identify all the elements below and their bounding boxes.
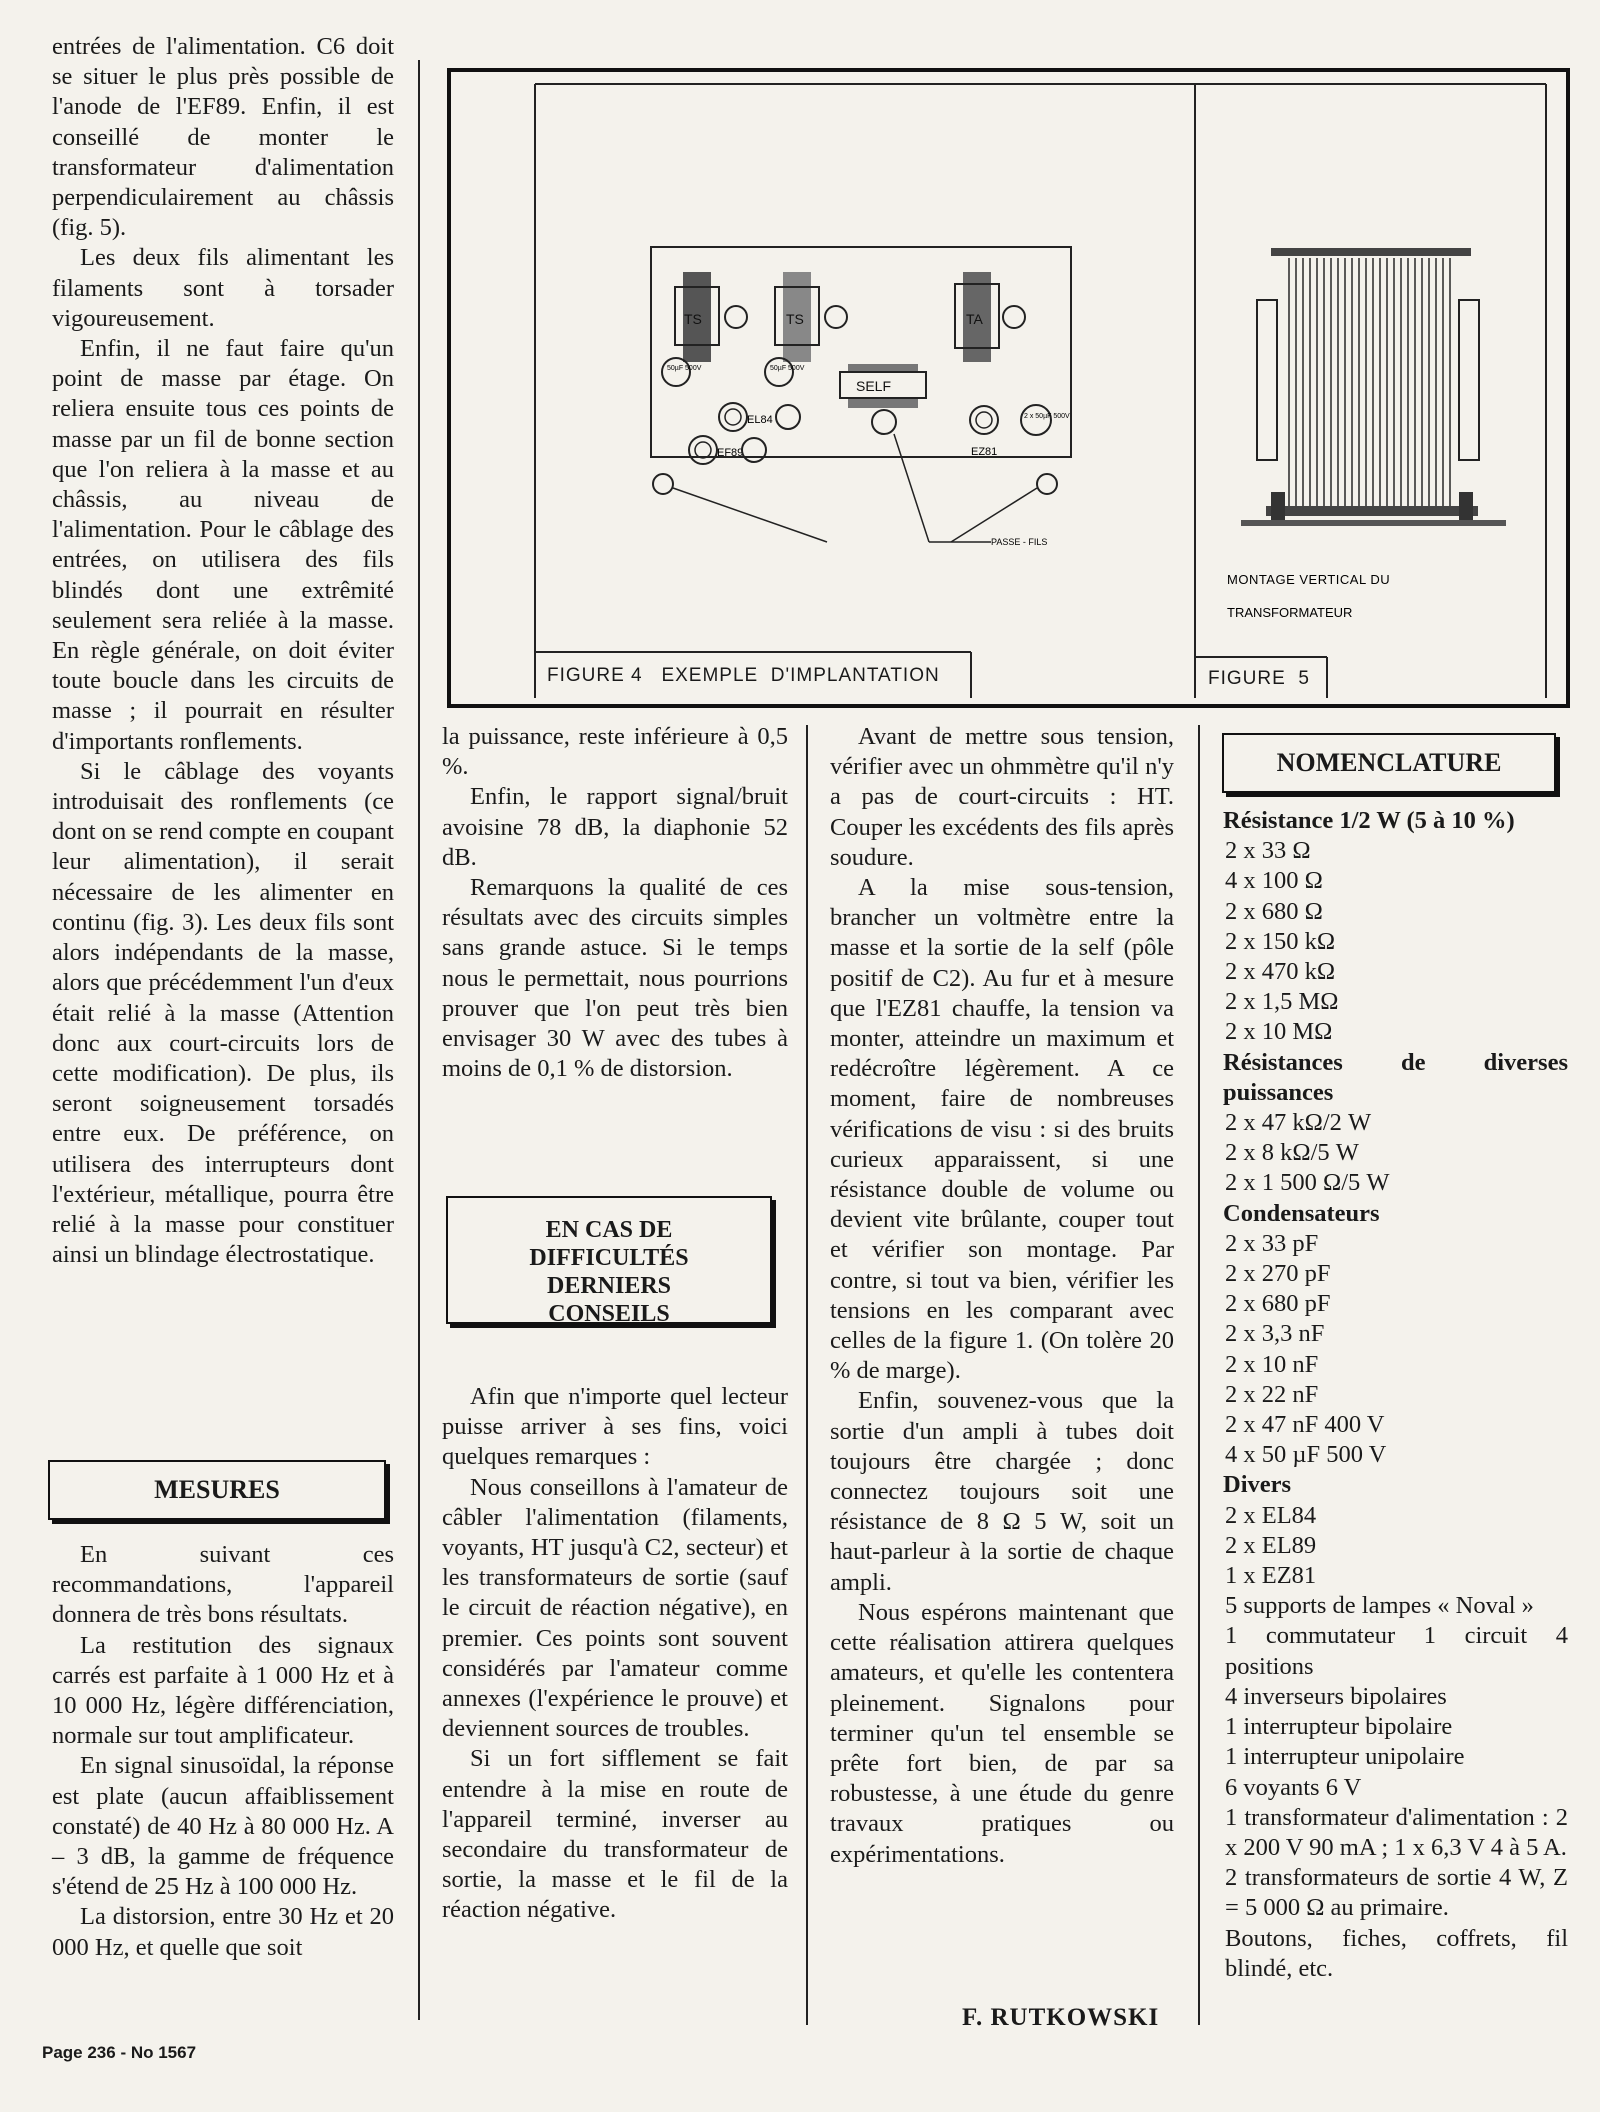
passe-fils-label: PASSE - FILS bbox=[991, 537, 1048, 547]
ts1-label: TS bbox=[684, 311, 702, 327]
paragraph: En signal sinusoïdal, la réponse est plate (aucun affaiblissement constaté) de 40 Hz à 80 000 Hz. A – 3 dB, la gamme de fréquence s'étend de 25 Hz à 100 000 Hz. bbox=[52, 1752, 394, 1901]
list-item: 2 x EL84 bbox=[1225, 1501, 1317, 1529]
nomenclature-title: NOMENCLATURE bbox=[1276, 748, 1502, 777]
mesures-title: MESURES bbox=[154, 1475, 280, 1504]
list-item: 2 x EL89 bbox=[1225, 1531, 1317, 1559]
section-heading: Condensateurs bbox=[1223, 1199, 1380, 1227]
figures-svg bbox=[451, 72, 1566, 704]
column-1 bbox=[52, 32, 394, 1270]
list-item: 2 x 150 kΩ bbox=[1225, 927, 1336, 955]
list-item: 2 x 47 kΩ/2 W bbox=[1225, 1109, 1372, 1137]
el84-label: EL84 bbox=[747, 414, 773, 426]
figure-5-drawing bbox=[1195, 248, 1506, 698]
list-item: 1 interrupteur bipolaire bbox=[1225, 1713, 1453, 1741]
list-item: 6 voyants 6 V bbox=[1225, 1773, 1362, 1801]
page-footer: Page 236 - No 1567 bbox=[42, 2043, 197, 2062]
figure-5-text1: MONTAGE VERTICAL DU bbox=[1227, 572, 1391, 587]
list-item: 2 x 47 nF 400 V bbox=[1225, 1411, 1385, 1439]
cap3-label: 2 x 50µF 500V bbox=[1024, 413, 1070, 420]
list-item: 4 x 50 µF 500 V bbox=[1225, 1441, 1387, 1469]
list-item: 4 inverseurs bipolaires bbox=[1225, 1682, 1447, 1710]
column-rule bbox=[418, 60, 420, 2020]
paragraph: A la mise sous-tension, brancher un voltmètre entre la masse et la sortie de la self (pôle positif de C2). Au fur et à mesure que l'EZ81 chauffe, la tension va monter, atteindre un maximum et redécroître légèrement. A ce moment, faire de nombreuses vérifications de visu : si des bruits curieux apparaissent, si une résistance double de volume ou devient vite brûlante, couper tout et vérifier son montage. Par contre, si tout va bien, vérifier les tensions en les comparant avec celles de la figure 1. (On tolère 20 % de marge). bbox=[830, 874, 1174, 1385]
figure-4-drawing bbox=[535, 247, 1071, 698]
paragraph: Les deux fils alimentant les filaments sont à torsader vigoureusement. bbox=[52, 244, 394, 332]
list-item: 1 x EZ81 bbox=[1225, 1562, 1317, 1590]
list-item: 5 supports de lampes « Noval » bbox=[1225, 1592, 1534, 1620]
list-item: 1 transformateur d'alimentation : 2 x 200 V 90 mA ; 1 x 6,3 V 4 à 5 A. bbox=[1225, 1803, 1568, 1861]
figure-4-caption: FIGURE 4 EXEMPLE D'IMPLANTATION bbox=[547, 665, 940, 686]
figure-frame bbox=[447, 68, 1570, 708]
figure-5-text2: TRANSFORMATEUR bbox=[1227, 605, 1353, 620]
list-item: 2 x 8 kΩ/5 W bbox=[1225, 1139, 1359, 1167]
author-signature: F. RUTKOWSKI bbox=[962, 2004, 1160, 2031]
list-item: 2 x 22 nF bbox=[1225, 1380, 1319, 1408]
paragraph: Nous espérons maintenant que cette réalisation attirera quelques amateurs, et qu'elle les contentera pleinement. Signalons pour terminer qu'un tel ensemble se prête fort bien, de par sa robustesse, à une étude du genre travaux pratiques ou expérimentations. bbox=[830, 1598, 1174, 1868]
paragraph: Avant de mettre sous tension, vérifier avec un ohmmètre qu'il n'y a pas de court-circuits : HT. Couper les excédents des fils après soudure. bbox=[830, 723, 1174, 871]
paragraph: Si le câblage des voyants introduisait des ronflements (ce dont on se rend compte en coupant leur alimentation), il serait nécessaire de les alimenter en continu (fig. 3). Les deux fils sont alors indépendants de la masse, alors que précédemment l'un d'eux était relié à la masse (Attention donc aux court-circuits lors de cette modification). De plus, ils seront soigneusement torsadés entre eux. De préférence, on utilisera des interrupteurs dont l'extérieur, métallique, pourra être relié à la masse pour constituer ainsi un blindage électrostatique. bbox=[52, 757, 394, 1269]
list-item: 2 x 1,5 MΩ bbox=[1225, 988, 1339, 1016]
column-rule bbox=[806, 725, 808, 2025]
paragraph: entrées de l'alimentation. C6 doit se situer le plus près possible de l'anode de l'EF89. Enfin, il est conseillé de monter le transformateur d'alimentation perpendiculairement au châssis (fig. 5). bbox=[52, 33, 394, 242]
list-item: 2 x 10 MΩ bbox=[1225, 1018, 1333, 1046]
section-heading: Divers bbox=[1223, 1471, 1292, 1499]
paragraph: Nous conseillons à l'amateur de câbler l'alimentation (filaments, voyants, HT jusqu'à C2, secteur) et les transformateurs de sortie (sauf le circuit de réaction négative), en premier. Ces points sont souvent considérés par l'amateur comme annexes (l'expérience le prouve) et deviennent sources de troubles. bbox=[442, 1473, 788, 1743]
list-item: 1 commutateur 1 circuit 4 positions bbox=[1225, 1622, 1568, 1680]
section-heading: Résistance 1/2 W (5 à 10 %) bbox=[1223, 807, 1515, 834]
paragraph: La restitution des signaux carrés est parfaite à 1 000 Hz et à 10 000 Hz, légère différenciation, normale sur tout amplificateur. bbox=[52, 1631, 394, 1750]
nomenclature-heading bbox=[1222, 733, 1556, 793]
paragraph: Enfin, le rapport signal/bruit avoisine 78 dB, la diaphonie 52 dB. bbox=[442, 783, 788, 871]
list-item: 4 x 100 Ω bbox=[1225, 867, 1323, 895]
section-heading: Résistances de diverses puissances bbox=[1223, 1048, 1568, 1106]
list-item: 2 transformateurs de sortie 4 W, Z = 5 000 Ω au primaire. bbox=[1225, 1864, 1568, 1922]
list-item: 2 x 270 pF bbox=[1225, 1260, 1331, 1288]
list-item: 1 interrupteur unipolaire bbox=[1225, 1743, 1465, 1771]
paragraph: Si un fort sifflement se fait entendre à la mise en route de l'appareil terminé, inverser au secondaire du transformateur de sortie, la masse et le fil de la réaction négative. bbox=[442, 1745, 788, 1924]
paragraph: Enfin, il ne faut faire qu'un point de masse par étage. On reliera ensuite tous ces points de masse par un fil de bonne section que l'on reliera à la masse et au châssis, au niveau de l'alimentation. Pour le câblage des entrées, on utilisera des fils blindés dont une extrêmité seulement sera reliée à la masse. En règle générale, on doit éviter toute boucle dans les circuits de masse ; il pourrait en résulter d'importants ronflements. bbox=[52, 335, 394, 755]
cap2-label: 50µF 500V bbox=[770, 365, 805, 372]
cap1-label: 50µF 500V bbox=[667, 365, 702, 372]
list-item: 2 x 470 kΩ bbox=[1225, 958, 1336, 986]
paragraph: Afin que n'importe quel lecteur puisse arriver à ses fins, voici quelques remarques : bbox=[442, 1383, 788, 1471]
column-2 bbox=[442, 722, 788, 1084]
nomenclature-list bbox=[1223, 806, 1568, 1984]
ta-label: TA bbox=[966, 311, 983, 327]
ts2-label: TS bbox=[786, 311, 804, 327]
column-2-advice bbox=[442, 1382, 788, 1926]
mesures-heading bbox=[48, 1460, 386, 1520]
self-label: SELF bbox=[856, 378, 892, 394]
ez81-label: EZ81 bbox=[971, 446, 998, 458]
paragraph: La distorsion, entre 30 Hz et 20 000 Hz, et quelle que soit bbox=[52, 1903, 394, 1961]
list-item: 2 x 1 500 Ω/5 W bbox=[1225, 1169, 1390, 1197]
column-rule bbox=[1198, 725, 1200, 2025]
list-item: 2 x 680 Ω bbox=[1225, 897, 1323, 925]
list-item: 2 x 33 pF bbox=[1225, 1229, 1319, 1257]
column-1-mesures bbox=[52, 1540, 394, 1963]
paragraph: En suivant ces recommandations, l'appareil donnera de très bons résultats. bbox=[52, 1541, 394, 1629]
figure-5-caption: FIGURE 5 bbox=[1208, 668, 1310, 689]
column-3 bbox=[830, 722, 1174, 1870]
list-item: Boutons, fiches, coffrets, fil blindé, etc. bbox=[1225, 1924, 1568, 1982]
ef89-label: EF89 bbox=[717, 447, 744, 459]
paragraph: Enfin, souvenez-vous que la sortie d'un ampli à tubes doit toujours être chargée ; donc connectez toujours soit une résistance de 8 Ω 5 W, soit un haut-parleur à la sortie de chaque ampli. bbox=[830, 1387, 1174, 1596]
list-item: 2 x 10 nF bbox=[1225, 1350, 1319, 1378]
difficultes-heading bbox=[446, 1196, 772, 1327]
difficultes-title: EN CAS DE DIFFICULTÉS DERNIERS CONSEILS bbox=[529, 1217, 689, 1327]
paragraph: la puissance, reste inférieure à 0,5 %. bbox=[442, 723, 788, 781]
list-item: 2 x 680 pF bbox=[1225, 1290, 1331, 1318]
list-item: 2 x 33 Ω bbox=[1225, 837, 1311, 865]
list-item: 2 x 3,3 nF bbox=[1225, 1320, 1325, 1348]
paragraph: Remarquons la qualité de ces résultats avec des circuits simples sans grande astuce. Si le temps nous le permettait, nous pourrions prouver que l'on peut très bien envisager 30 W avec des tubes à moins de 0,1 % de distorsion. bbox=[442, 874, 788, 1083]
